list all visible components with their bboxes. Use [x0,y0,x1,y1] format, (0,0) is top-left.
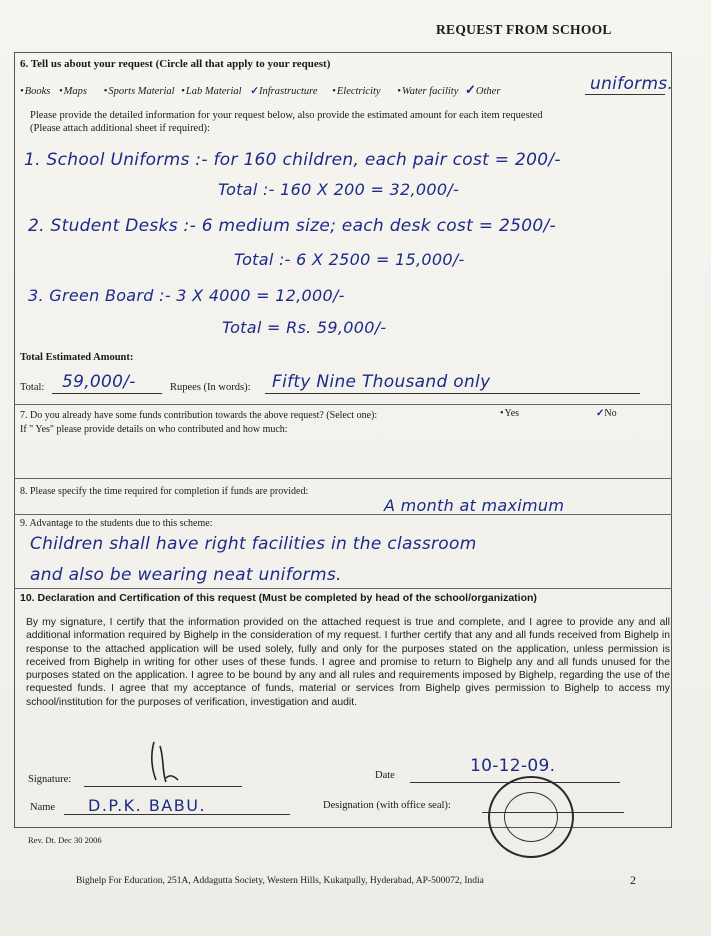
option-infrastructure-wrap [250,86,320,97]
section6-heading: 6. Tell us about your request (Circle all that apply to your request) [20,58,331,70]
option-no-wrap [596,408,617,419]
other-underline [585,94,665,95]
words-value: Fifty Nine Thousand only [272,372,491,392]
date-value: 10-12-09. [470,756,556,776]
tick-mark-icon: ✓ [465,82,476,97]
option-other-wrap [465,82,501,97]
request-options [20,82,500,98]
divider [14,404,672,405]
section9-question: 9. Advantage to the students due to this scheme: [20,518,213,529]
instruction-line-1: Please provide the detailed information for your request below, also provide the estimated amount for each item requested [30,110,543,121]
tick-mark-icon: ✓ [596,408,605,419]
item-1-line: 1. School Uniforms :- for 160 children, each pair cost = 200/- [24,150,561,170]
section8-question: 8. Please specify the time required for completion if funds are provided: [20,486,309,497]
signature-mark [140,736,190,786]
words-label: Rupees (In words): [170,382,251,393]
option-other[interactable]: Other [475,86,501,97]
signature-line [84,786,242,787]
date-label: Date [375,770,395,781]
divider [14,478,672,479]
option-sports-material[interactable]: • Sports Material [104,86,175,97]
other-value: uniforms. [590,74,674,94]
option-water-facility[interactable]: • Water facility [397,86,458,97]
page-number: 2 [630,873,636,887]
section9-answer-line-2: and also be wearing neat uniforms. [30,565,342,585]
revision-date: Rev. Dt. Dec 30 2006 [28,835,102,845]
item-3-total: Total = Rs. 59,000/- [222,318,387,337]
item-2-total: Total :- 6 X 2500 = 15,000/- [234,250,465,269]
option-books[interactable]: • Books [20,86,50,97]
item-1-total: Total :- 160 X 200 = 32,000/- [218,180,460,199]
option-yes[interactable]: • Yes [500,408,519,419]
option-electricity[interactable]: • Electricity [332,86,380,97]
section7-question: 7. Do you already have some funds contribution towards the above request? (Select one): [20,410,378,421]
total-estimated-heading: Total Estimated Amount: [20,352,134,363]
tick-mark-icon: ✓ [250,86,260,97]
section8-answer: A month at maximum [384,496,565,515]
designation-label: Designation (with office seal): [323,800,451,811]
divider [14,514,672,515]
option-infrastructure[interactable]: Infrastructure [259,86,318,97]
declaration-text: By my signature, I certify that the information provided on the attached request is true and complete, and I agree to provide any and all additional information required by Bighelp in the consideration of my request. I further certify that any and all funds received from Bighelp in response to the attached application will be used solely, fully and only for the purposes stated on the application, unless permission is received from Bighelp in writing for other uses of these funds. I agree and promise to return to Bighelp any and all funds unused for the purposes stated on the application. I agree to be bound by any and all rules and requirements imposed by Bighelp, regarding the use of the requested funds. I agree that my acceptance of funds, material or services from Bighelp gives permission to Bighelp to access my school/institution for the purposes of verification, investigation and audit. [26,617,670,708]
section9-answer-line-1: Children shall have right facilities in the classroom [30,534,477,554]
option-maps[interactable]: • Maps [59,86,87,97]
total-value: 59,000/- [62,372,136,392]
signature-label: Signature: [28,774,72,785]
divider [14,588,672,589]
item-3-line: 3. Green Board :- 3 X 4000 = 12,000/- [28,286,345,305]
item-2-line: 2. Student Desks :- 6 medium size; each desk cost = 2500/- [28,216,556,236]
section7-followup: If " Yes" please provide details on who contributed and how much: [20,424,288,435]
total-underline [52,393,162,394]
name-value: D.P.K. BABU. [88,796,207,815]
total-label: Total: [20,382,45,393]
option-no[interactable]: No [604,408,617,419]
office-seal-icon [488,776,574,858]
instruction-line-2: (Please attach additional sheet if required): [30,123,210,134]
option-lab-material[interactable]: • Lab Material [181,86,241,97]
name-label: Name [30,802,56,813]
words-underline [265,393,640,394]
footer-address: Bighelp For Education, 251A, Addagutta Society, Western Hills, Kukatpally, Hyderabad, AP-500072, India [76,876,484,886]
section10-heading: 10. Declaration and Certification of this request (Must be completed by head of the school/organization) [20,592,537,604]
form-title: REQUEST FROM SCHOOL [436,22,612,37]
